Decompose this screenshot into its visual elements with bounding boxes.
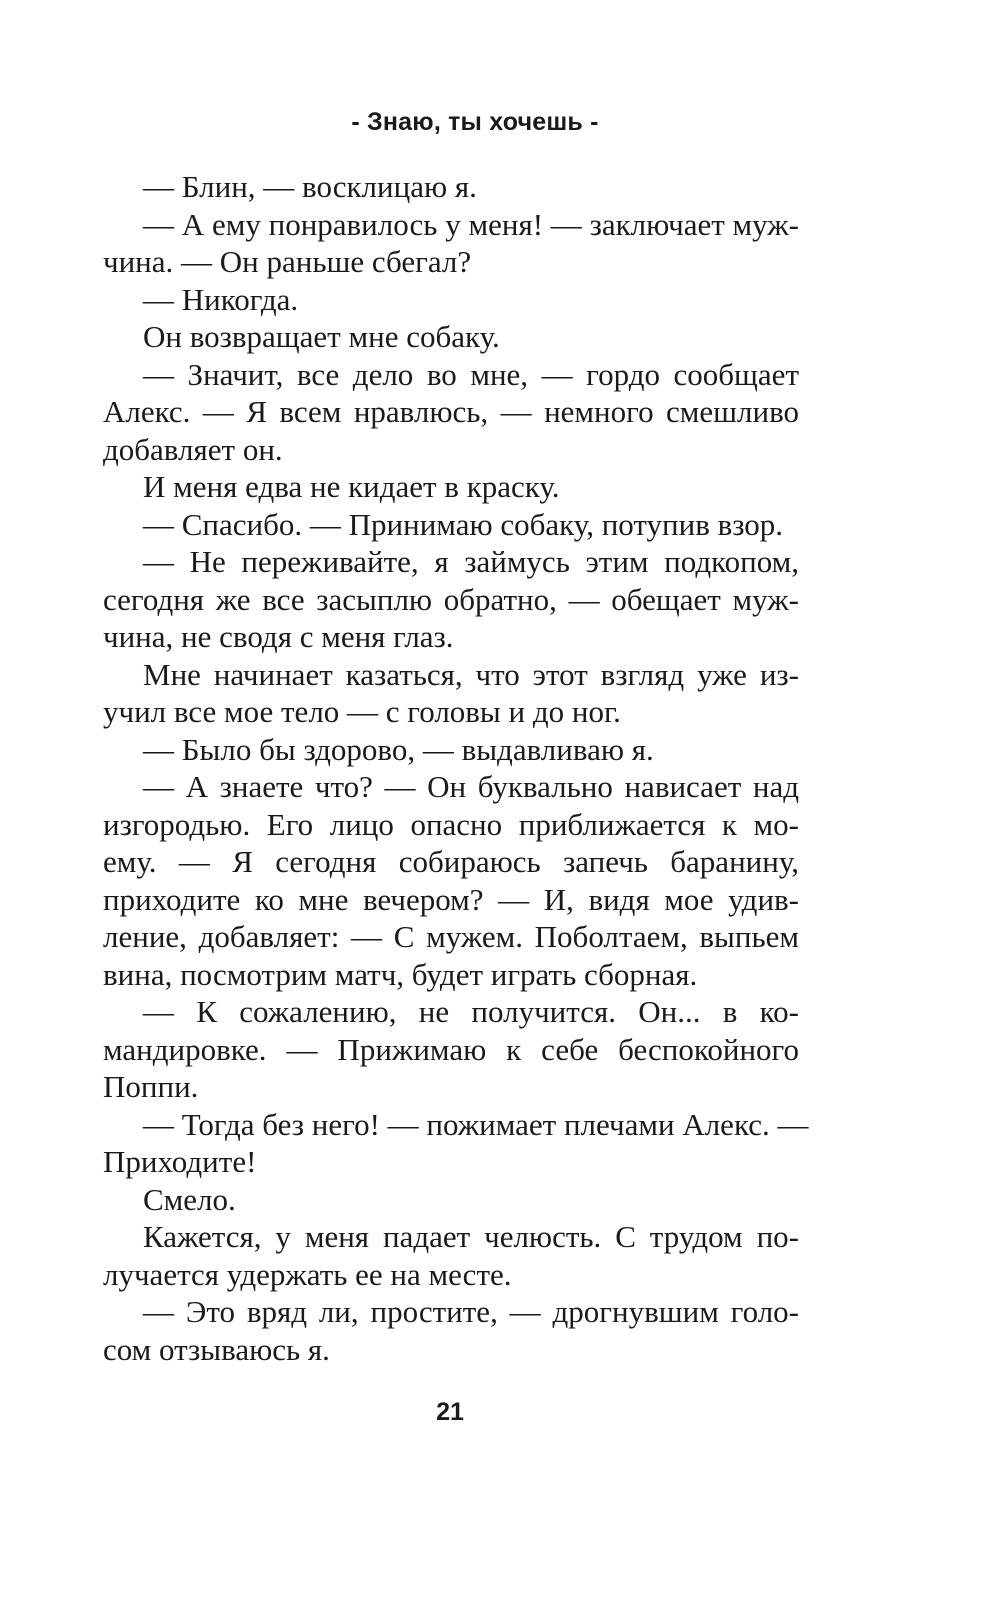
text-line: И меня едва не кидает в краску. <box>143 469 560 504</box>
text-line: сегодня же все засыплю обратно, — обещает муж- <box>103 581 799 617</box>
text-line: ление, добавляет: — С мужем. Поболтаем, выпьем <box>103 919 799 954</box>
text-line: — Это вряд ли, простите, — дрогнувшим голо- <box>143 1294 799 1329</box>
text-line: Он возвращает мне собаку. <box>143 319 500 354</box>
text-line: приходите ко мне вечером? — И, видя мое удив- <box>103 881 799 917</box>
text-line: мандировке. — Прижимаю к себе беспокойного <box>103 1031 799 1067</box>
text-line: чина, не сводя с меня глаз. <box>103 619 454 654</box>
text-line: — А ему понравилось у меня! — заключает муж- <box>143 206 799 242</box>
text-line: — Значит, все дело во мне, — гордо сообщает <box>143 356 799 392</box>
text-line: вина, посмотрим матч, будет играть сборная. <box>103 956 698 992</box>
text-line: учил все мое тело — с головы и до ног. <box>103 694 621 729</box>
text-line: Кажется, у меня падает челюсть. С трудом по- <box>143 1219 799 1254</box>
text-line: — Никогда. <box>143 281 299 317</box>
text-line: — Спасибо. — Принимаю собаку, потупив взор. <box>143 506 784 542</box>
text-line: изгородью. Его лицо опасно приближается к мо- <box>103 806 799 842</box>
text-line: — Не переживайте, я займусь этим подкопом, <box>143 544 799 579</box>
page-number: 21 <box>436 1398 464 1426</box>
text-line: Поппи. <box>103 1069 199 1104</box>
text-line: сом отзываюсь я. <box>103 1331 330 1367</box>
text-line: лучается удержать ее на месте. <box>103 1256 512 1292</box>
text-line: Приходите! <box>103 1144 257 1179</box>
text-line: — Блин, — восклицаю я. <box>143 169 477 204</box>
text-line: чина. — Он раньше сбегал? <box>103 244 472 279</box>
text-line: — Тогда без него! — пожимает плечами Алекс. — <box>143 1106 809 1142</box>
text-line: — А знаете что? — Он буквально нависает над <box>143 769 799 804</box>
text-line: — Было бы здорово, — выдавливаю я. <box>143 731 654 767</box>
text-line: Алекс. — Я всем нравлюсь, — немного смешливо <box>103 394 799 429</box>
body-text <box>103 168 809 1368</box>
text-line: Мне начинает казаться, что этот взгляд уже из- <box>143 656 799 692</box>
text-line: — К сожалению, не получится. Он... в ко- <box>143 994 799 1029</box>
text-line: добавляет он. <box>103 431 283 467</box>
text-line: Смело. <box>143 1181 236 1217</box>
text-line: ему. — Я сегодня собираюсь запечь баранину, <box>103 844 799 879</box>
running-title: - Знаю, ты хочешь - <box>351 108 599 136</box>
